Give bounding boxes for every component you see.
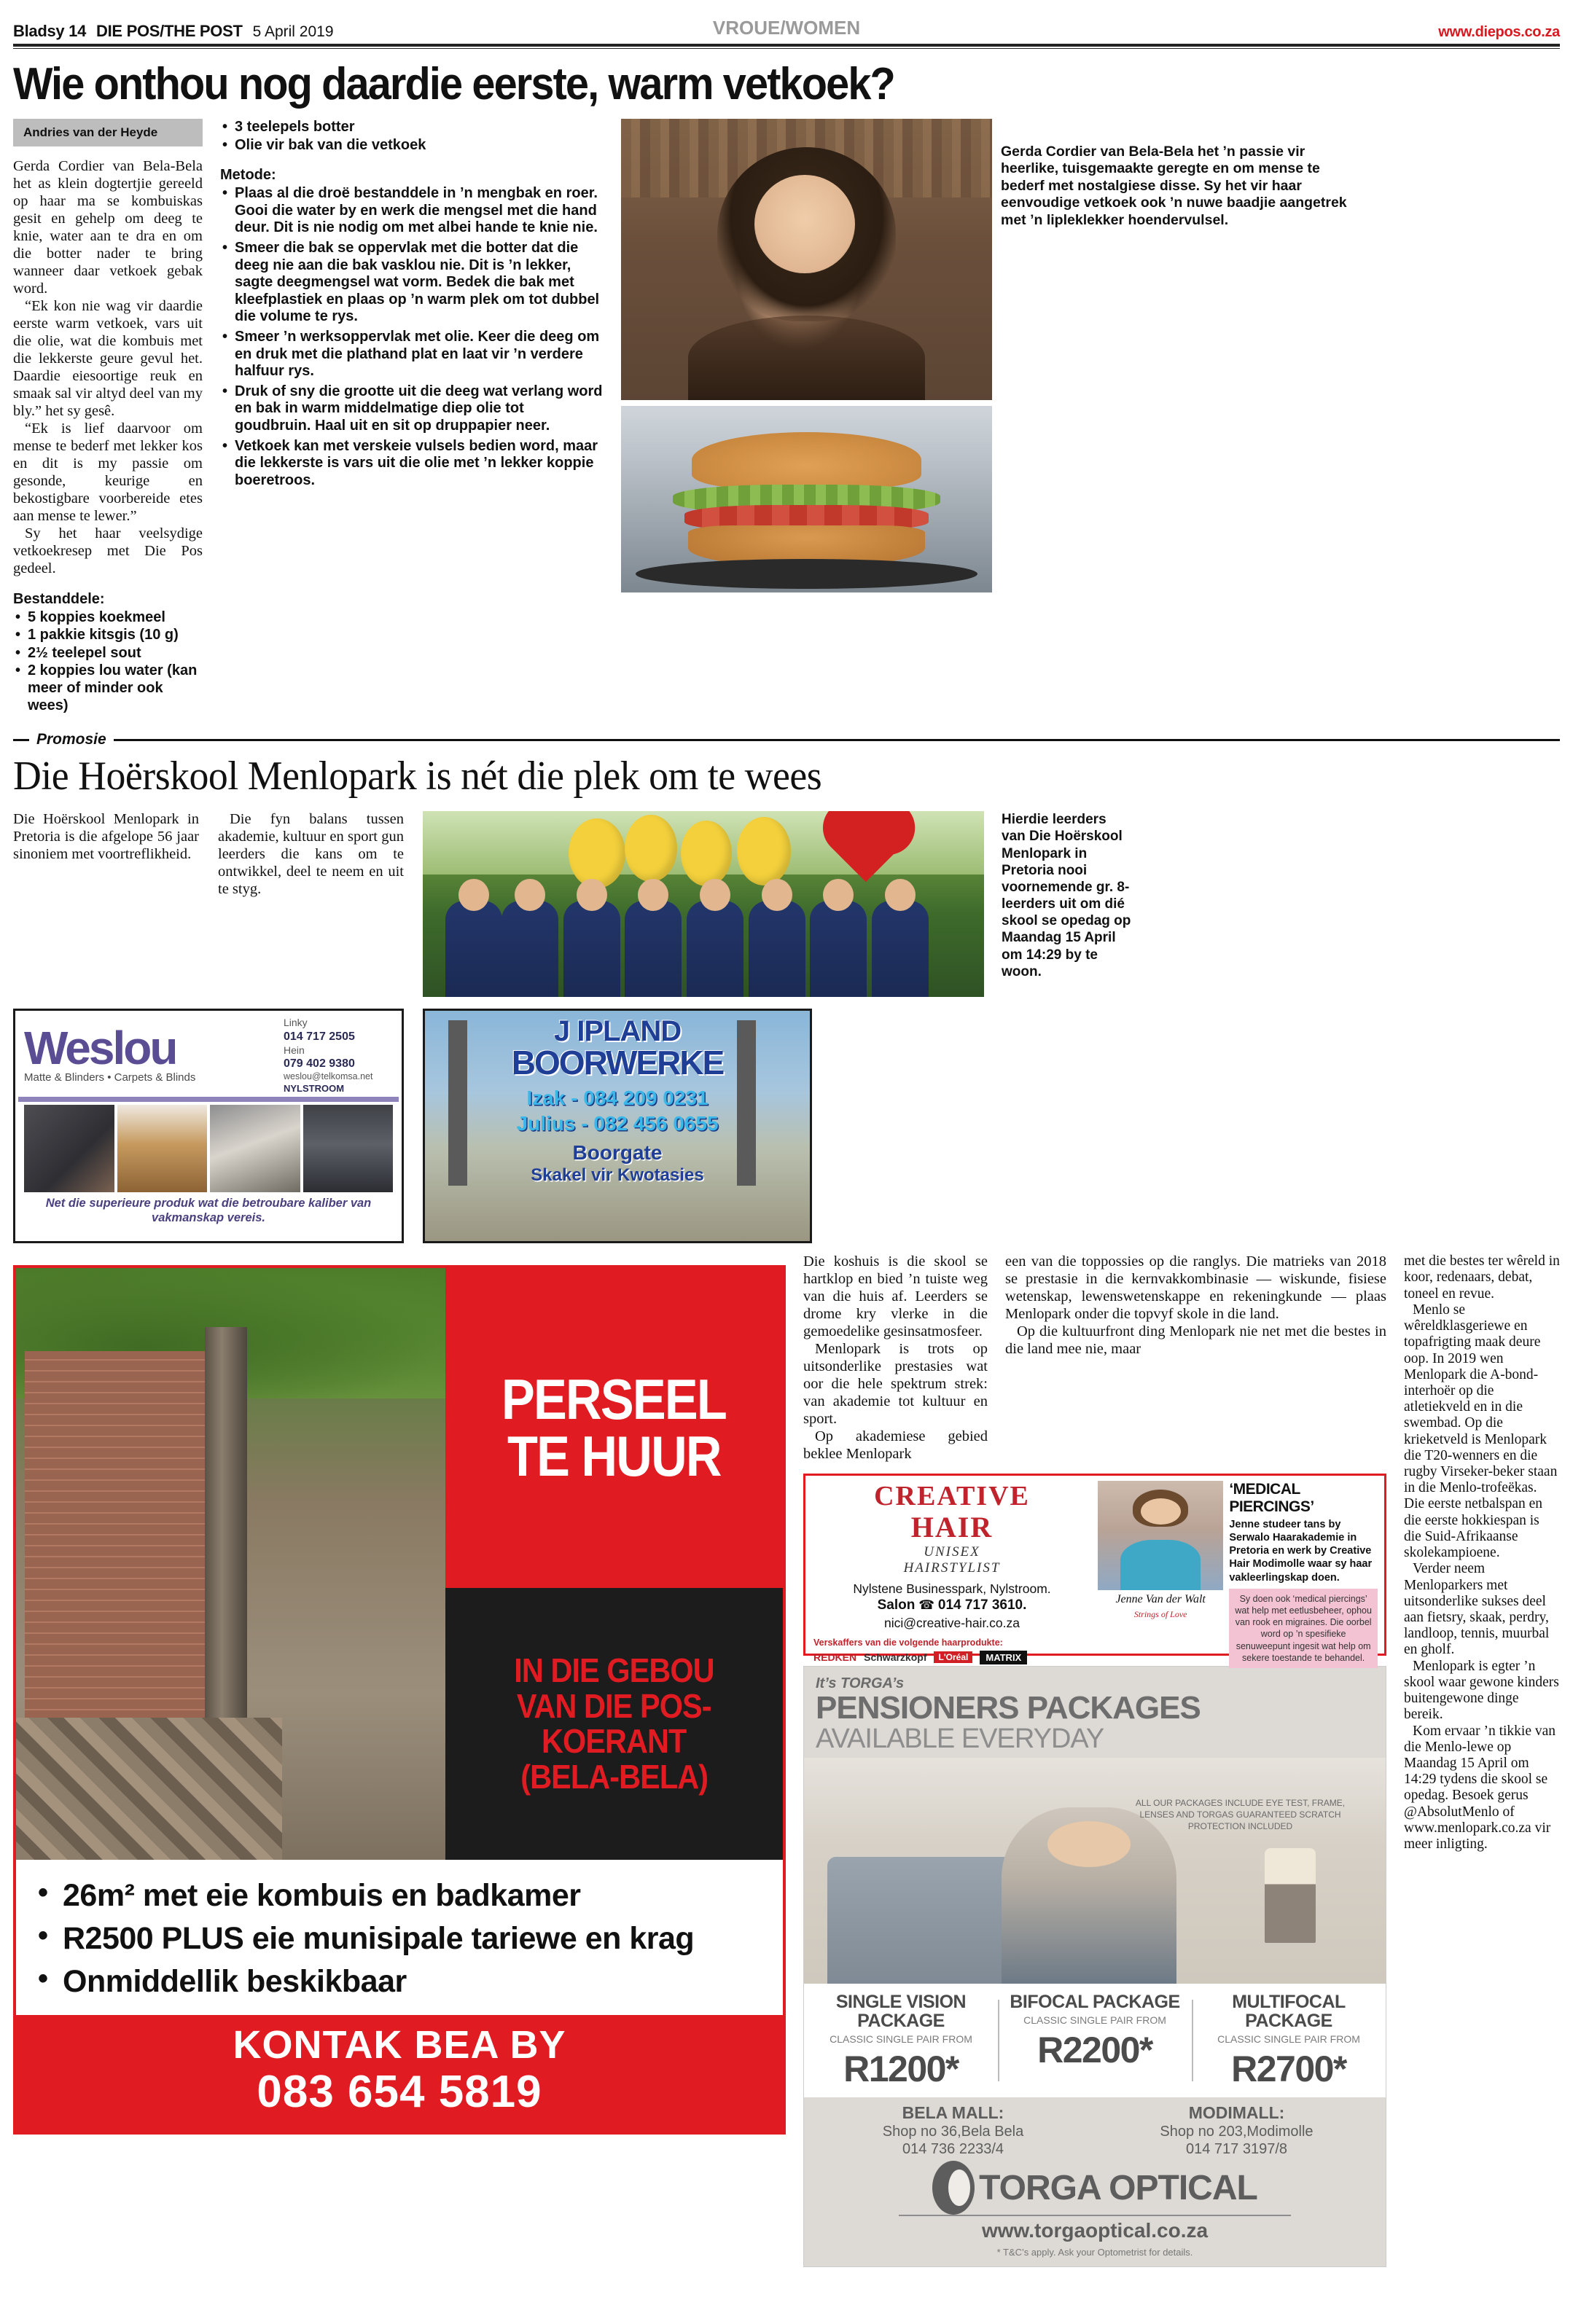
perseel-ad[interactable] <box>13 1253 786 2267</box>
brand-redken: REDKEN <box>813 1651 857 1664</box>
torga-header <box>804 1667 1386 1758</box>
menlopark-top-grid <box>13 811 1560 997</box>
hair-brands-row <box>813 1651 1090 1664</box>
article-headline: Wie onthou nog daardie eerste, warm vetkoek? <box>13 59 894 109</box>
article-paragraph: “Ek is lief daarvoor om mense te bederf met lekker kos en dit is my passie om gesonde, keurige en bekostigbare voorbereide etes aan mense te lewer.” <box>13 420 203 524</box>
menlo-paragraph: Die Hoërskool Menlopark in Pretoria is die afgelope 56 jaar sinoniem met voortreflikheid. <box>13 811 199 863</box>
ipland-cta: Skakel vir Kwotasies <box>531 1165 704 1185</box>
hair-brand-line1: CREATIVE <box>874 1481 1030 1511</box>
method-step: • Vetkoek kan met verskeie vulsels bedien word, maar die lekkerste is vars uit die olie met ’n lekker koppie boeretroos. <box>220 438 604 490</box>
torga-shop <box>1095 2103 1378 2158</box>
rental-property-photo <box>16 1268 445 1860</box>
phone-icon: ☎ <box>918 1597 935 1613</box>
byline-box <box>13 119 203 146</box>
package-title: MULTIFOCAL PACKAGE <box>1232 1991 1346 2031</box>
article-paragraph: Sy het haar veelsydige vetkoekresep met Die Pos gedeel. <box>13 525 203 576</box>
perseel-sub-line3: KOERANT <box>542 1722 687 1761</box>
menlo-text-columns <box>803 1253 1386 1463</box>
weslou-divider-bar <box>18 1097 399 1102</box>
ingredient-item: • 2½ teelepel sout <box>13 645 203 662</box>
menlo-paragraph: Kom ervaar ’n tikkie van die Menlo-lewe op Maandag 15 April om 14:29 tydens die skool se opedag. Besoek gerus @AbsolutMenlo of www.menlopark.co.za vir meer inligting. <box>1404 1723 1556 1852</box>
masthead-rule-thin <box>13 48 1560 49</box>
ads-and-text-row <box>13 1009 1560 1243</box>
weslou-image-blinds <box>24 1105 114 1192</box>
weslou-ad[interactable] <box>13 1009 404 1243</box>
article-photo-column <box>621 119 992 715</box>
promotion-separator <box>13 731 1560 748</box>
ingredient-item: • 3 teelepels botter <box>220 119 604 136</box>
perseel-sub-line2: VAN DIE POS- <box>517 1686 711 1725</box>
torga-its-label: It’s TORGA’s <box>816 1675 905 1691</box>
torga-headline1: PENSIONERS PACKAGES <box>816 1690 1201 1726</box>
ingredient-item: • 1 pakkie kitsgis (10 g) <box>13 627 203 644</box>
article-paragraph: “Ek kon nie wag vir daardie eerste warm vetkoek, vars uit die olie, wat die kombuis met die lekkerste geure gevul het. Daardie eiesoortige reuk en smaak sal vir altyd deel van my bly.” het sy gesê. <box>13 297 203 419</box>
separator-line <box>114 739 1560 741</box>
article-column-two <box>220 119 604 715</box>
menlo-paragraph: Op die kultuurfront ding Menlopark nie net met die bestes in die land mee nie, maar <box>1005 1323 1386 1358</box>
menlo-paragraph: Die koshuis is die skool se hartklop en bied ’n tuiste weg van die huis af. Leerders se drome kry vlerke in die gemoedelike gesinsatmosfeer. <box>803 1253 988 1340</box>
menlo-caption-column <box>1002 811 1133 997</box>
menlo-paragraph: een van die toppossies op die ranglys. Die matrieks van 2018 se prestasie in die kernvakkombinasie — wiskunde, fisiese wetenskap, lewenswetenskappe en rekeningkunde — plaas Menlopark onder die topvyf skole in die land. <box>1005 1253 1386 1323</box>
piercings-title: ‘MEDICAL PIERCINGS’ <box>1229 1481 1314 1515</box>
torga-package[interactable] <box>998 1984 1192 2098</box>
menlo-column-three <box>803 1253 988 1463</box>
shop-mall: BELA MALL: <box>902 2103 1004 2123</box>
publication-title: DIE POS/THE POST <box>96 22 243 40</box>
weslou-contact2-phone[interactable]: 079 402 9380 <box>284 1057 355 1071</box>
package-price: R2200* <box>1037 2029 1152 2070</box>
weslou-town: NYLSTROOM <box>284 1082 345 1094</box>
perseel-subtitle-block <box>445 1588 783 1861</box>
brand-loreal: L'Oréal <box>934 1651 972 1663</box>
menlo-column-five <box>1404 1253 1560 2267</box>
shop-mall: MODIMALL: <box>1188 2103 1285 2123</box>
masthead <box>13 0 1560 41</box>
shop-phone[interactable]: 014 736 2233/4 <box>902 2141 1004 2158</box>
hair-logo <box>813 1482 1090 1576</box>
perseel-sub-line4: (BELA-BELA) <box>520 1758 708 1796</box>
menlo-column-one <box>13 811 199 997</box>
torga-shop <box>811 2103 1095 2158</box>
ingredient-item: • 2 koppies lou water (kan meer of minder ook wees) <box>13 662 203 714</box>
brand-matrix: MATRIX <box>980 1651 1027 1664</box>
weslou-email[interactable]: weslou@telkomsa.net <box>284 1071 373 1082</box>
weslou-image-corridor <box>303 1105 394 1192</box>
torga-footer <box>804 2097 1386 2266</box>
hair-sub2: HAIRSTYLIST <box>903 1560 1001 1576</box>
weslou-footer-text: Net die superieure produk wat die betroubare kaliber van vakmanskap vereis. <box>45 1197 372 1224</box>
torga-packages-row <box>804 1984 1386 2098</box>
method-step: • Plaas al die droë bestanddele in ’n mengbak en roer. Gooi die water by en werk die mengsel met die hand deur. Dit is nie nodig om met albei hande te knie nie. <box>220 185 604 237</box>
shop-address: Shop no 203,Modimolle <box>1160 2124 1314 2140</box>
weslou-contact1-name: Linky <box>284 1017 308 1029</box>
torga-terms: * T&C’s apply. Ask your Optometrist for details. <box>996 2247 1193 2258</box>
article-column-one <box>13 119 203 715</box>
weslou-contact1-phone[interactable]: 014 717 2505 <box>284 1030 355 1043</box>
issue-date: 5 April 2019 <box>252 23 334 40</box>
menlo-paragraph: Menlopark is egter ’n skool waar gewone kinders buitengewone dinge bereik. <box>1404 1658 1559 1723</box>
hair-portrait-panel <box>1095 1479 1226 1650</box>
perseel-contact-number[interactable]: 083 654 5819 <box>257 2066 542 2117</box>
website-url[interactable]: www.diepos.co.za <box>1438 24 1560 40</box>
ingredient-item: • 5 koppies koekmeel <box>13 609 203 627</box>
weslou-brand: Weslou <box>24 1022 176 1075</box>
lower-content-grid <box>13 1253 1560 2267</box>
menlo-paragraph: Die fyn balans tussen akademie, kultuur en sport gun leerders die kans om te ontwikkel, deel te neem en uit te styg. <box>218 811 404 898</box>
gerda-cordier-portrait <box>621 119 992 400</box>
perseel-title-line2: TE HUUR <box>507 1424 721 1489</box>
perseel-contact-block[interactable] <box>16 2015 783 2132</box>
torga-website[interactable]: www.torgaoptical.co.za <box>899 2215 1291 2242</box>
piercings-body: Sy doen ook ‘medical piercings’ wat help met eetlusbeheer, ophou van rook en migraines. Die oorbel word op ’n spesifieke senuweepunt ingesit wat help om sekere toestande te behandel. <box>1229 1589 1378 1669</box>
perseel-feature: • Onmiddellik beskikbaar <box>34 1962 765 2002</box>
perseel-contact-label: KONTAK BEA BY <box>233 2023 566 2067</box>
hair-salon-phone[interactable]: 014 717 3610. <box>937 1597 1027 1613</box>
torga-brand-lockup <box>811 2161 1378 2215</box>
brand-schwarzkopf: Schwarzkopf <box>864 1651 927 1664</box>
ipland-contact-julius[interactable]: Julius - 082 456 0655 <box>516 1112 719 1135</box>
page-number: Bladsy 14 <box>13 22 87 40</box>
shop-address: Shop no 36,Bela Bela <box>882 2124 1024 2140</box>
ipland-name-line1: J IPLAND <box>553 1015 682 1048</box>
menlo-paragraph: Verder neem Menloparkers met uitsonderlike sukses deel aan fietsry, skaak, perdry, landloop, tennis, muurbal en gholf. <box>1404 1561 1550 1658</box>
package-sub: CLASSIC SINGLE PAIR FROM <box>1023 2014 1166 2026</box>
hair-salon-label: Salon <box>877 1597 916 1613</box>
hair-left-panel <box>809 1479 1095 1664</box>
perseel-feature: • 26m² met eie kombuis en badkamer <box>34 1876 765 1916</box>
perseel-title-line1: PERSEEL <box>501 1367 727 1432</box>
menlo-narrow-spacer <box>830 1009 961 1243</box>
jenne-portrait-photo <box>1098 1481 1223 1590</box>
article-paragraph: Gerda Cordier van Bela-Bela het as klein dogtertjie gereeld op haar ma se kombuiskas gesit en gehelp om deeg te knie, water aan te dra en om die botter nader te bring wanneer daar vetkoek gebak word. <box>13 158 203 297</box>
package-title: BIFOCAL PACKAGE <box>1010 1991 1180 2012</box>
package-title: SINGLE VISION PACKAGE <box>835 1991 967 2031</box>
hair-person-name: Jenne Van der Walt <box>1115 1593 1206 1605</box>
hair-address: Nylstene Businesspark, Nylstroom. <box>853 1581 1051 1596</box>
piercings-intro: Jenne studeer tans by Serwalo Haarakademie in Pretoria en werk by Creative Hair Modimolle waar sy haar vakleerlingskap doen. <box>1229 1519 1373 1584</box>
perseel-feature: • R2500 PLUS eie munisipale tariewe en krag <box>34 1919 765 1959</box>
torga-shops-row <box>811 2103 1378 2158</box>
hair-email[interactable]: nici@creative-hair.co.za <box>883 1616 1020 1631</box>
package-price: R1200* <box>843 2049 959 2090</box>
torga-package[interactable] <box>804 1984 998 2098</box>
method-step: • Smeer die bak se oppervlak met die botter dat die deeg nie aan die bak vasklou nie. Dit is ’n lekker, sagte deegmengsel wat vorm. Bedek die bak met kleefplastiek en plaas op ’n warm plek om tot dubbel die volume te rys. <box>220 240 604 326</box>
torga-optical-ad[interactable] <box>803 1666 1386 2267</box>
torga-brand-name: TORGA OPTICAL <box>979 2168 1257 2207</box>
vetkoek-article <box>13 119 1560 715</box>
vetkoek-burger-photo <box>621 406 992 592</box>
ipland-service: Boorgate <box>572 1141 663 1165</box>
perseel-features-list <box>16 1860 783 2015</box>
ipland-ad[interactable] <box>423 1009 812 1243</box>
creative-hair-ad[interactable] <box>803 1474 1386 1664</box>
ingredient-item: • Olie vir bak van die vetkoek <box>220 137 604 154</box>
package-price: R2700* <box>1231 2049 1346 2090</box>
torga-package[interactable] <box>1192 1984 1386 2098</box>
ipland-name-line2: BOORWERKE <box>511 1044 724 1082</box>
menlo-paragraph: Menlo se wêreldklasgeriewe en topafrigting maak deure oop. In 2019 wen Menlopark die A-bond-interhoër op die atletiekveld en in die swembad. Op die krieketveld is Menlopark die T20-wenners en die rugby Virseker-beker staan in die Menlo-trofeëkas. Die eerste netbalspan en die eerste hokkiespan is die Suid-Afrikaanse skolekampioene. <box>1404 1302 1558 1561</box>
promotion-headline: Die Hoërskool Menlopark is nét die plek om te wees <box>13 754 822 799</box>
menlopark-photo-caption: Hierdie leerders van Die Hoërskool Menlopark in Pretoria nooi voornemende gr. 8-leerders uit om dié skool se opedag op Maandag 15 April om 14:29 by te woon. <box>1002 812 1131 979</box>
photo-caption: Gerda Cordier van Bela-Bela het ’n passie vir heerlike, tuisgemaakte geregte en om mense te bederf met nostalgiese disse. Sy het vir haar eenvoudige vetkoek ook ’n nuwe baadjie aangetrek met ’n lipleklekker hoendervulsel. <box>1001 144 1347 228</box>
package-sub: CLASSIC SINGLE PAIR FROM <box>830 2033 972 2046</box>
middle-column <box>803 1253 1386 2267</box>
ingredients-heading: Bestanddele: <box>13 590 105 607</box>
menlo-paragraph: Menlopark is trots op uitsonderlike prestasies wat oor die hele spektrum strek: van akademie tot kultuur en sport. <box>803 1341 988 1428</box>
menlopark-learners-photo <box>423 811 984 997</box>
menlo-column-two <box>218 811 404 997</box>
method-step: • Druk of sny die grootte uit die deeg wat verlang word en bak in warm middelmatige diep olie tot goudbruin. Haal uit en sit op druppapier neer. <box>220 383 604 435</box>
masthead-rule-thick <box>13 44 1560 47</box>
ingredients-list <box>13 609 203 715</box>
method-list <box>220 185 604 489</box>
weslou-image-flooring <box>117 1105 208 1192</box>
hair-suppliers-label: Verskaffers van die volgende haarprodukte: <box>813 1637 1003 1648</box>
perseel-sub-line1: IN DIE GEBOU <box>514 1651 714 1689</box>
torga-model-photo <box>804 1758 1386 1984</box>
hair-person-logo: Strings of Love <box>1133 1609 1187 1619</box>
section-label: VROUE/WOMEN <box>712 17 861 39</box>
ipland-contact-izak[interactable]: Izak - 084 209 0231 <box>526 1087 709 1110</box>
menlo-paragraph: Op akademiese gebied beklee Menlopark <box>803 1428 988 1463</box>
hair-sub1: UNISEX <box>924 1544 980 1560</box>
menlo-column-four <box>1005 1253 1386 1463</box>
method-step: • Smeer ’n werksoppervlak met olie. Keer die deeg om en druk met die plathand plat en laat vir ’n verdere halfuur rys. <box>220 329 604 380</box>
perseel-title-block <box>445 1268 783 1587</box>
hair-brand-line2: HAIR <box>910 1511 994 1544</box>
weslou-tagline: Matte & Blinders • Carpets & Blinds <box>24 1071 196 1084</box>
torga-logo-icon <box>932 2161 975 2215</box>
weslou-product-images <box>18 1105 399 1192</box>
byline-author: Andries van der Heyde <box>23 125 158 139</box>
separator-dash <box>13 739 29 741</box>
article-caption-column <box>1001 119 1351 715</box>
weslou-contact2-name: Hein <box>284 1044 305 1056</box>
package-sub: CLASSIC SINGLE PAIR FROM <box>1217 2033 1360 2046</box>
promotion-label: Promosie <box>36 731 106 748</box>
torga-package-note: ALL OUR PACKAGES INCLUDE EYE TEST, FRAME, LENSES AND TORGAS GUARANTEED SCRATCH PROTECTION INCLUDED <box>1135 1798 1346 1831</box>
torga-headline2: AVAILABLE EVERYDAY <box>816 1723 1104 1754</box>
weslou-image-shower <box>210 1105 300 1192</box>
ingredients-list-continued <box>220 119 604 154</box>
hair-piercings-panel <box>1226 1479 1381 1663</box>
shop-phone[interactable]: 014 717 3197/8 <box>1185 2141 1288 2158</box>
menlo-paragraph: met die bestes ter wêreld in koor, redenaars, debat, toneel en revue. <box>1404 1253 1560 1302</box>
method-heading: Metode: <box>220 167 276 184</box>
